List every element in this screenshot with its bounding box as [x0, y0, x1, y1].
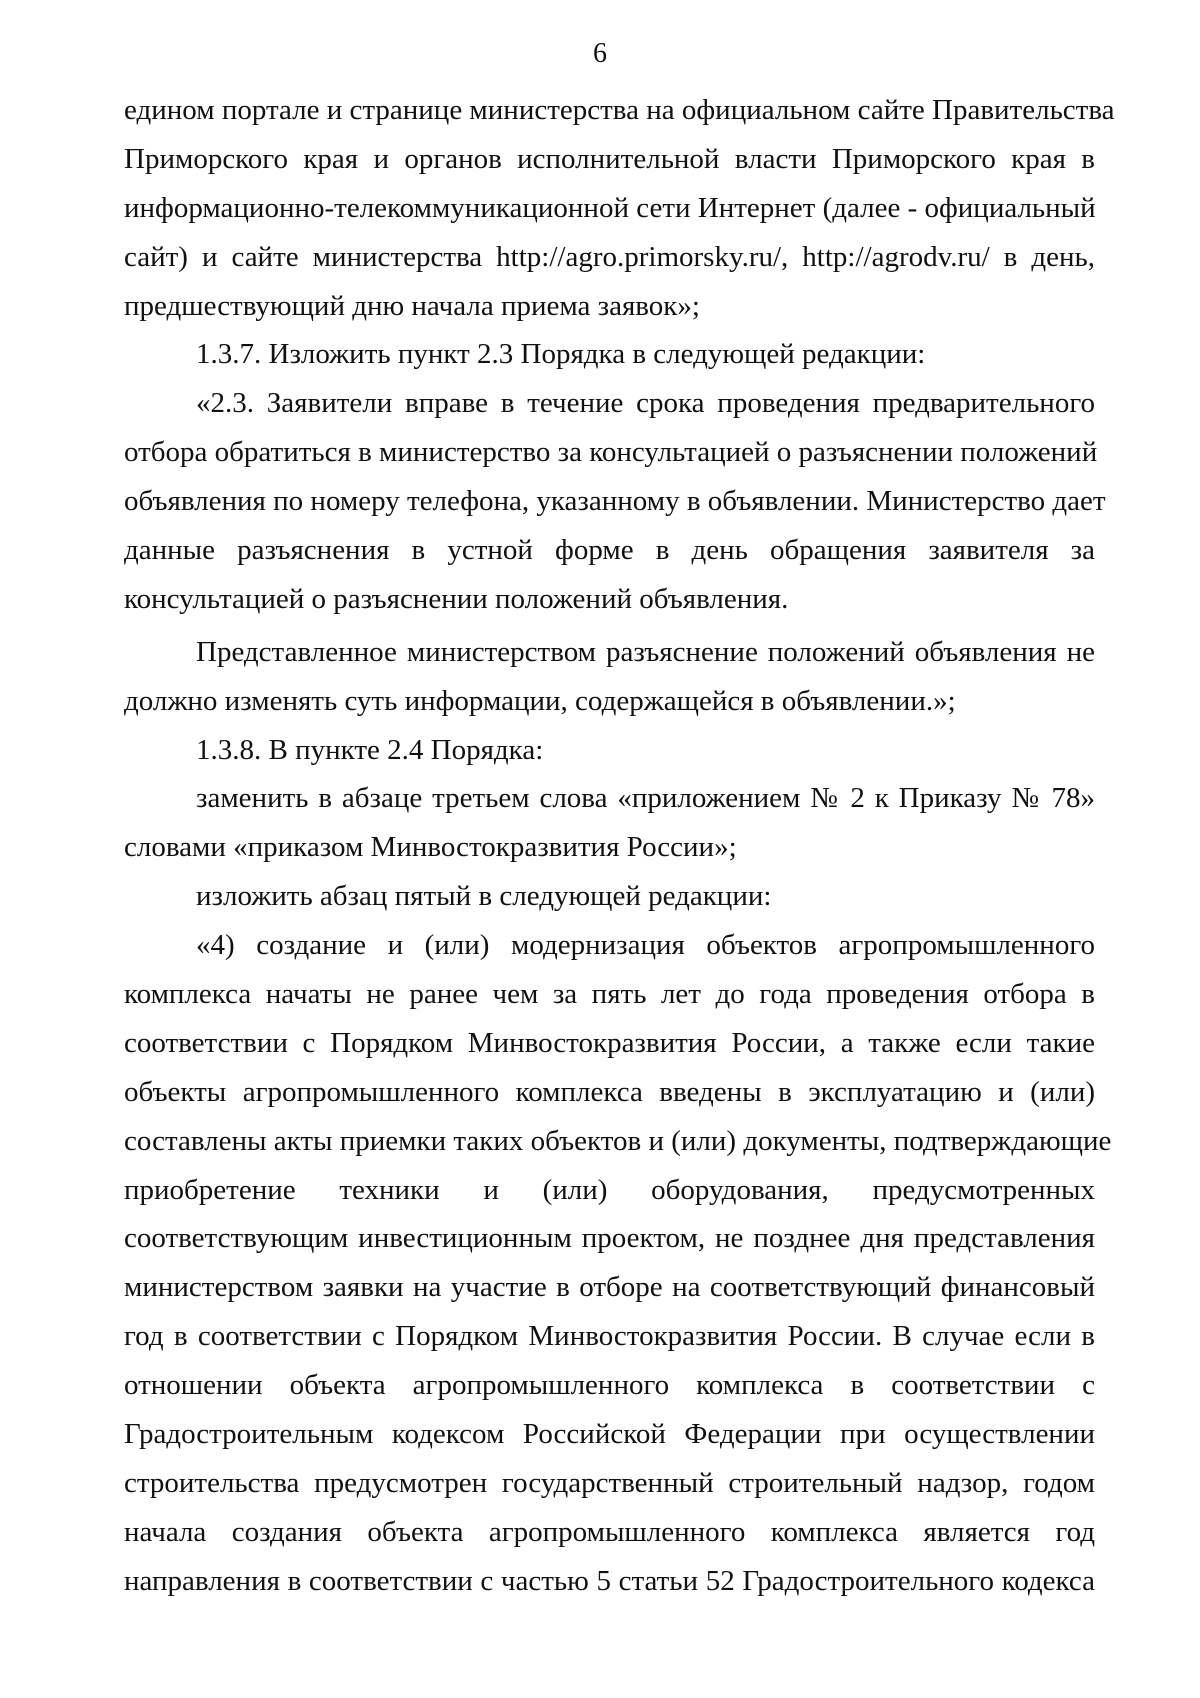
text-line: словами «приказом Минвостокразвития России»; — [124, 831, 737, 864]
text-line: консультацией о разъяснении положений объявления. — [124, 582, 789, 615]
text-line: год в соответствии с Порядком Минвостокразвития России. В случае если в — [124, 1320, 1095, 1353]
text-line: строительства предусмотрен государственный строительный надзор, годом — [124, 1466, 1095, 1499]
text-line: данные разъяснения в устной форме в день обращения заявителя за — [124, 534, 1095, 567]
text-line: 1.3.8. В пункте 2.4 Порядка: — [196, 733, 544, 766]
text-line: изложить абзац пятый в следующей редакции: — [196, 880, 772, 913]
text-line: направления в соответствии с частью 5 статьи 52 Градостроительного кодекса — [124, 1564, 1095, 1597]
text-line: 1.3.7. Изложить пункт 2.3 Порядка в следующей редакции: — [196, 338, 926, 371]
text-line: заменить в абзаце третьем слова «приложением № 2 к Приказу № 78» — [196, 782, 1095, 815]
text-line: «2.3. Заявители вправе в течение срока проведения предварительного — [196, 387, 1095, 420]
text-line: начала создания объекта агропромышленного комплекса является год — [124, 1515, 1095, 1548]
text-line: приобретение техники и (или) оборудования, предусмотренных — [124, 1173, 1095, 1206]
text-line: соответствии с Порядком Минвостокразвития России, а также если такие — [124, 1026, 1095, 1059]
text-line: объекты агропромышленного комплекса введены в эксплуатацию и (или) — [124, 1075, 1095, 1108]
text-line: Представленное министерством разъяснение положений объявления не — [196, 635, 1095, 668]
text-line: Приморского края и органов исполнительной власти Приморского края в — [124, 142, 1095, 175]
text-line: предшествующий дню начала приема заявок»; — [124, 289, 700, 322]
text-line: сайт) и сайте министерства http://agro.primorsky.ru/, http://agrodv.ru/ в день, — [124, 240, 1095, 273]
text-line: должно изменять суть информации, содержащейся в объявлении.»; — [124, 684, 956, 717]
text-line: «4) создание и (или) модернизация объектов агропромышленного — [196, 929, 1095, 962]
text-line: комплекса начаты не ранее чем за пять лет до года проведения отбора в — [124, 978, 1095, 1011]
page-number: 6 — [593, 38, 607, 69]
text-line: объявления по номеру телефона, указанному в объявлении. Министерство дает — [124, 485, 1106, 518]
text-line: составлены акты приемки таких объектов и (или) документы, подтверждающие — [124, 1124, 1112, 1157]
text-line: информационно-телекоммуникационной сети Интернет (далее - официальный — [124, 191, 1096, 224]
document-body — [124, 86, 1115, 1606]
text-line: отношении объекта агропромышленного комплекса в соответствии с — [124, 1369, 1095, 1402]
text-line: министерством заявки на участие в отборе на соответствующий финансовый — [124, 1271, 1095, 1304]
text-line: едином портале и странице министерства на официальном сайте Правительства — [124, 94, 1115, 126]
text-line: соответствующим инвестиционным проектом, не позднее дня представления — [124, 1222, 1095, 1255]
text-line: отбора обратиться в министерство за консультацией о разъяснении положений — [124, 436, 1098, 469]
text-line: Градостроительным кодексом Российской Федерации при осуществлении — [124, 1418, 1095, 1451]
